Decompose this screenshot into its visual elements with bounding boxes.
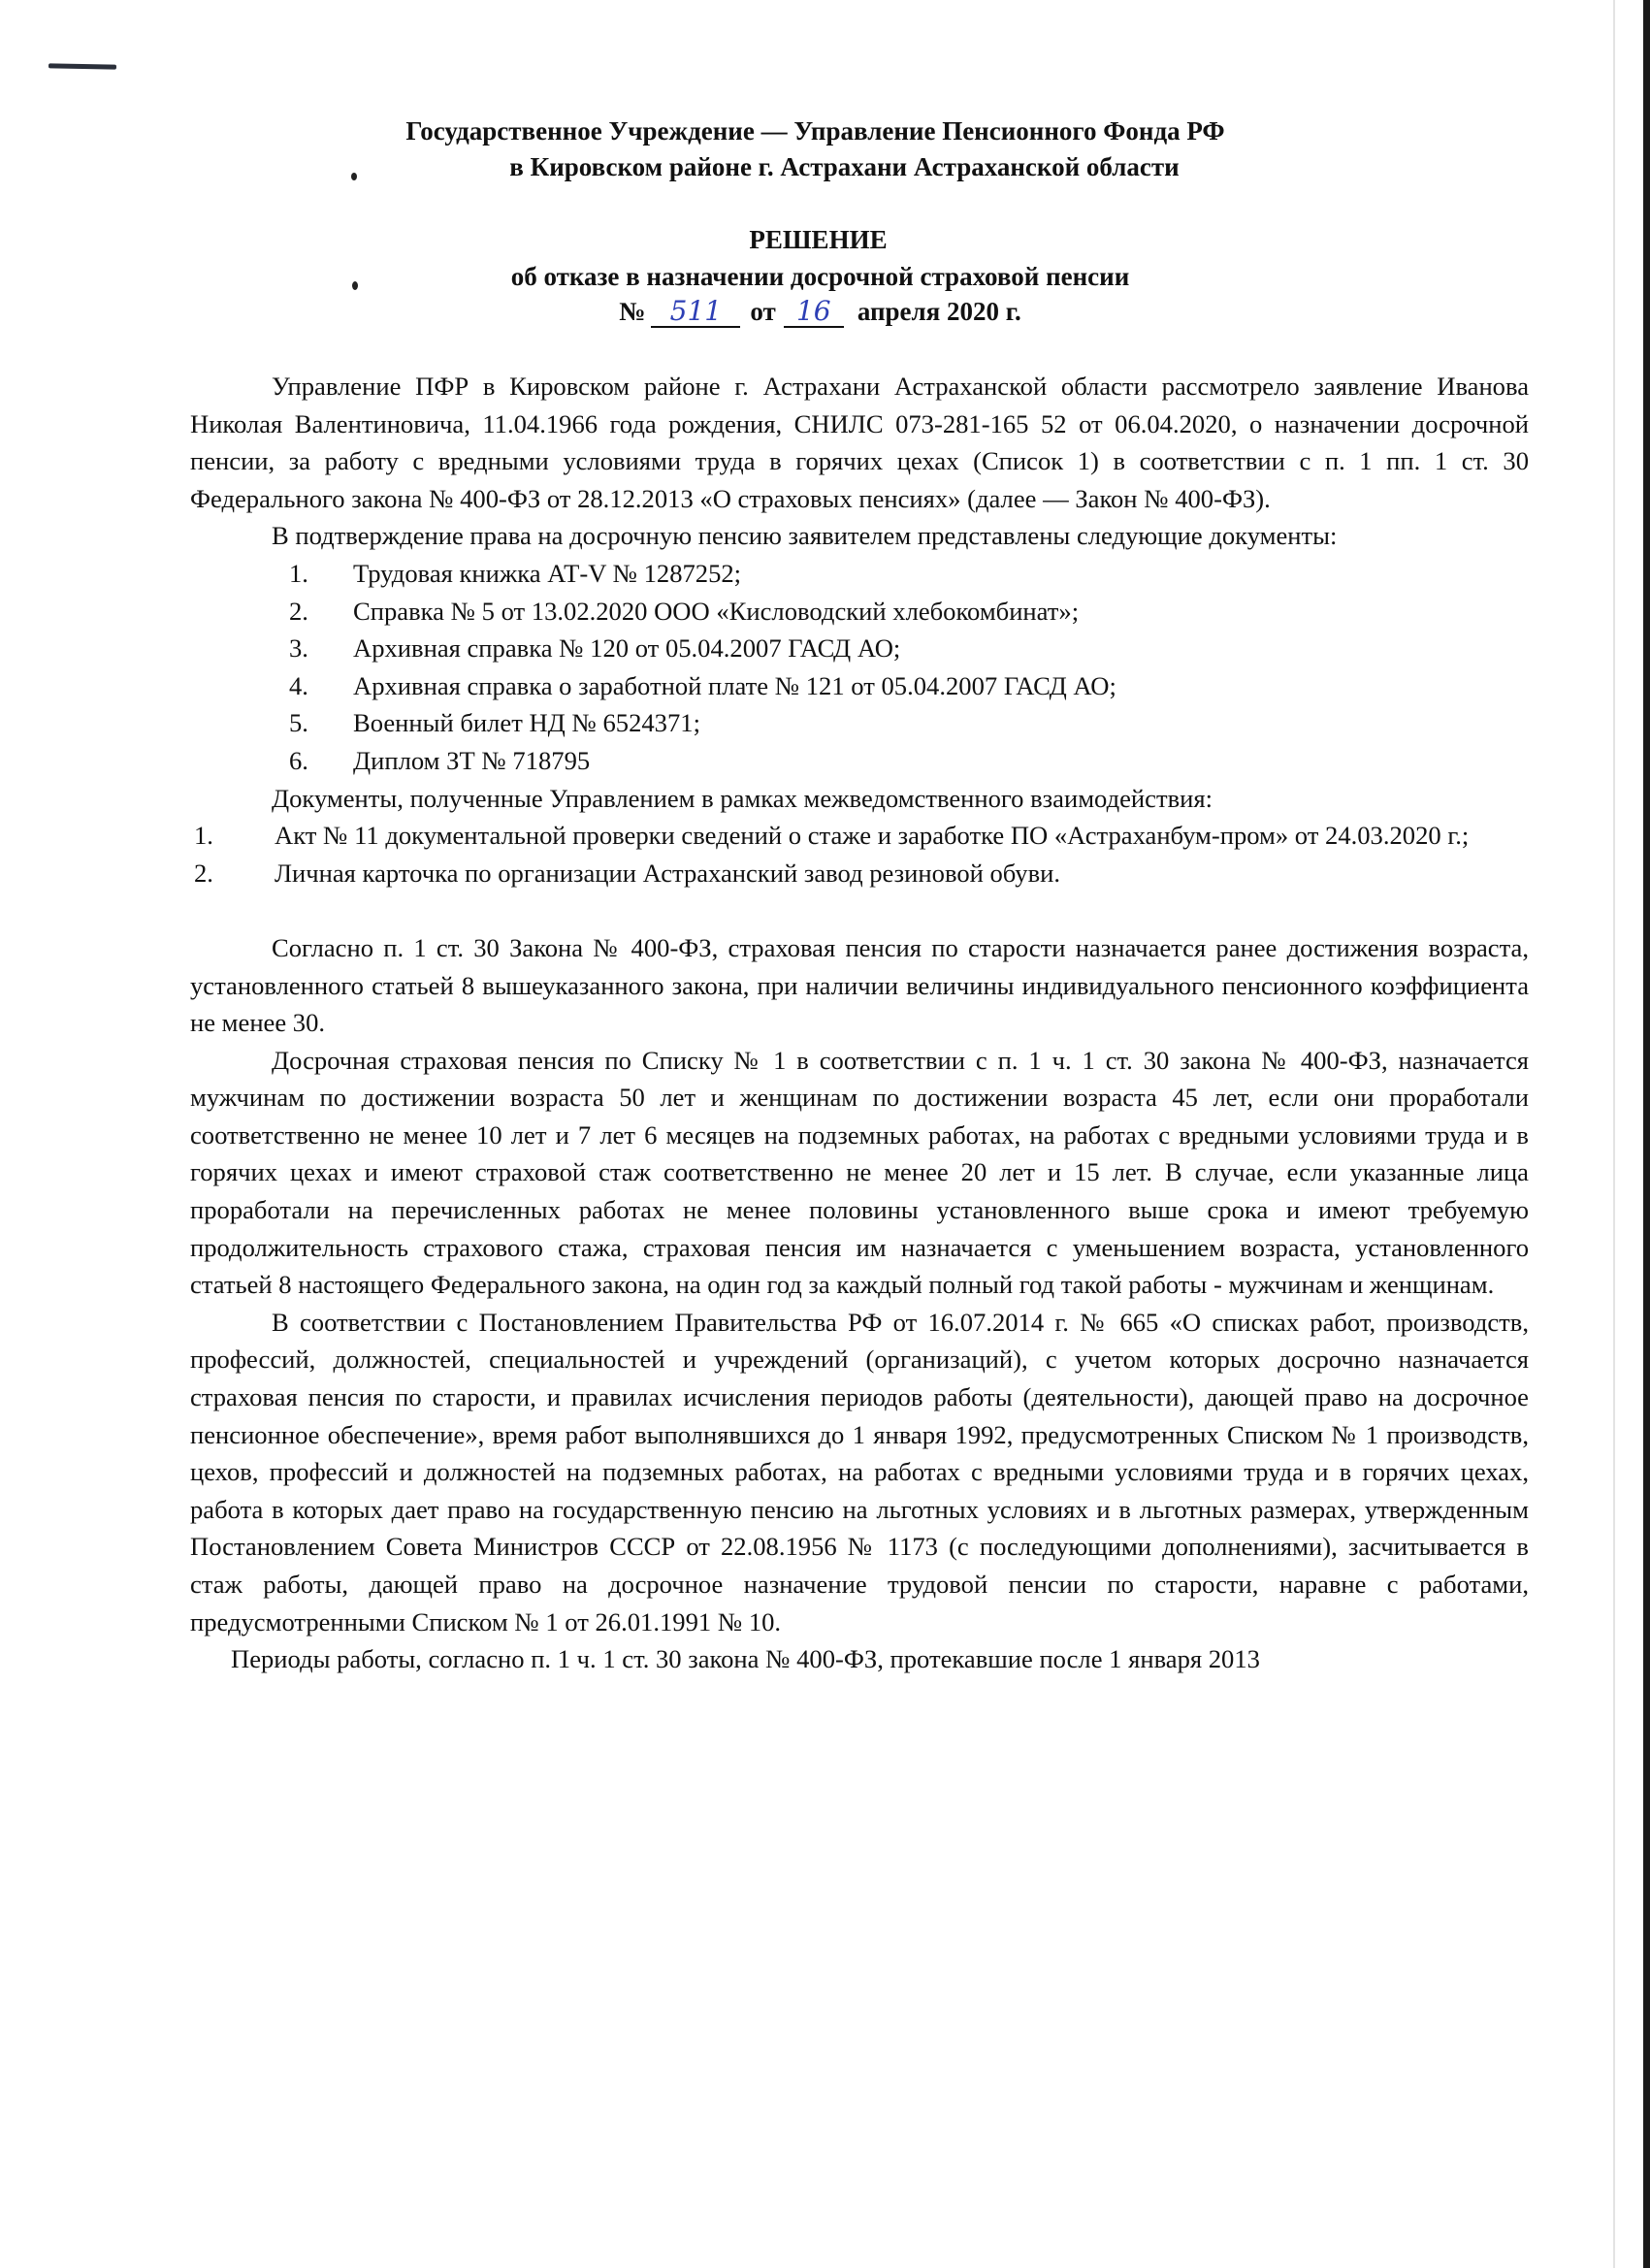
document-subtitle: об отказе в назначении досрочной страховой пенсии (510, 262, 1130, 291)
list-item: 1. Акт № 11 документальной проверки сведений о стаже и заработке ПО «Астраханбум-пром» от 24.03.2020 г.; (194, 821, 1470, 851)
organization-line-1: Государственное Учреждение — Управление Пенсионного Фонда РФ (405, 116, 1225, 146)
list-item: 2. Личная карточка по организации Астраханский завод резиновой обуви. (194, 858, 1061, 888)
number-sign: № (619, 297, 646, 326)
submitted-documents-list (190, 555, 1529, 780)
paragraph-law-article-30: Согласно п. 1 ст. 30 Закона № 400-ФЗ, страховая пенсия по старости назначается ранее достижения возраста, установленного статьей 8 вышеуказанного закона, при наличии величины индивидуального пенсионного коэффициента не менее 30. (190, 932, 1529, 1038)
paragraph-resolution-665: В соответствии с Постановлением Правительства РФ от 16.07.2014 г. № 665 «О списках работ, производств, профессий, должностей, специальностей и учреждений (организаций), с учетом которых досрочно назначается страховая пенсия по старости, и правилах исчисления периодов работы (деятельности), дающей право на досрочное пенсионное обеспечение», время работ выполнявшихся до 1 января 1992, предусмотренных Списком № 1 производств, цехов, профессий и должностей на подземных работах, на работах с вредными условиями труда и в горячих цехах, работа в которых дает право на государственную пенсию на льготных условиях и в льготных размерах, утвержденным Постановлением Совета Министров СССР от 22.08.1956 № 1173 (с последующими дополнениями), засчитывается в стаж работы, дающей право на досрочное назначение трудовой пенсии по старости, наравне с работами, предусмотренными Списком № 1 от 26.01.1991 № 10. (190, 1307, 1529, 1636)
document-title: РЕШЕНИЕ (749, 225, 888, 254)
list-item: 5. Военный билет НД № 6524371; (289, 708, 700, 738)
interagency-documents-list (190, 817, 1529, 891)
handwritten-day: 16 (784, 297, 844, 328)
list-item: 2. Справка № 5 от 13.02.2020 ООО «Кисловодский хлебокомбинат»; (289, 596, 1080, 626)
decision-number-line (0, 293, 1650, 330)
paragraph-application: Управление ПФР в Кировском районе г. Астрахани Астраханской области рассмотрело заявление Иванова Николая Валентиновича, 11.04.1966 года рождения, СНИЛС 073-281-165 52 от 06.04.2020, о назначении досрочной пенсии, за работу с вредными условиями труда в горячих цехах (Список 1) в соответствии с п. 1 пп. 1 ст. 30 Федерального закона № 400-ФЗ от 28.12.2013 «О страховых пенсиях» (далее — Закон № 400-ФЗ). (190, 372, 1529, 513)
paragraph-interagency-intro: Документы, полученные Управлением в рамках межведомственного взаимодействия: (272, 783, 1213, 813)
month-year: апреля 2020 г. (857, 297, 1021, 326)
paragraph-submitted-intro: В подтверждение права на досрочную пенсию заявителем представлены следующие документы: (272, 521, 1338, 551)
document-body (190, 368, 1529, 1678)
list-item: 4. Архивная справка о заработной плате № 121 от 05.04.2007 ГАСД АО; (289, 670, 1116, 700)
spacer (190, 891, 1529, 929)
scan-border-line (1613, 0, 1615, 2268)
paragraph-list-1-conditions: Досрочная страховая пенсия по Списку № 1 в соответствии с п. 1 ч. 1 ст. 30 закона № 400-ФЗ, назначается мужчинам по достижении возраста 50 лет и женщинам по достижении возраста 45 лет, если они проработали соответственно не менее 10 лет и 7 лет 6 месяцев на подземных работах, на работах с вредными условиями труда и в горячих цехах и имеют страховой стаж соответственно не менее 20 лет и 15 лет. В случае, если указанные лица проработали на перечисленных работах не менее половины установленного выше срока и имеют требуемую продолжительность страхового стажа, страховая пенсия им назначается с уменьшением возраста, установленного статьей 8 настоящего Федерального закона, на один год за каждый полный год такой работы - мужчинам и женщинам. (190, 1045, 1529, 1300)
scan-dark-edge (1643, 0, 1650, 2268)
list-item: 3. Архивная справка № 120 от 05.04.2007 ГАСД АО; (289, 633, 901, 664)
list-item: 6. Диплом ЗТ № 718795 (289, 745, 591, 775)
handwritten-decision-number: 511 (651, 297, 740, 328)
paragraph-work-periods: Периоды работы, согласно п. 1 ч. 1 ст. 30 закона № 400-ФЗ, протекавшие после 1 января 2013 (231, 1644, 1260, 1674)
date-from-label: от (750, 297, 776, 326)
staple-mark (49, 63, 116, 69)
list-item: 1. Трудовая книжка АТ-V № 1287252; (289, 558, 742, 588)
organization-line-2: в Кировском районе г. Астрахани Астраханской области (509, 152, 1180, 181)
